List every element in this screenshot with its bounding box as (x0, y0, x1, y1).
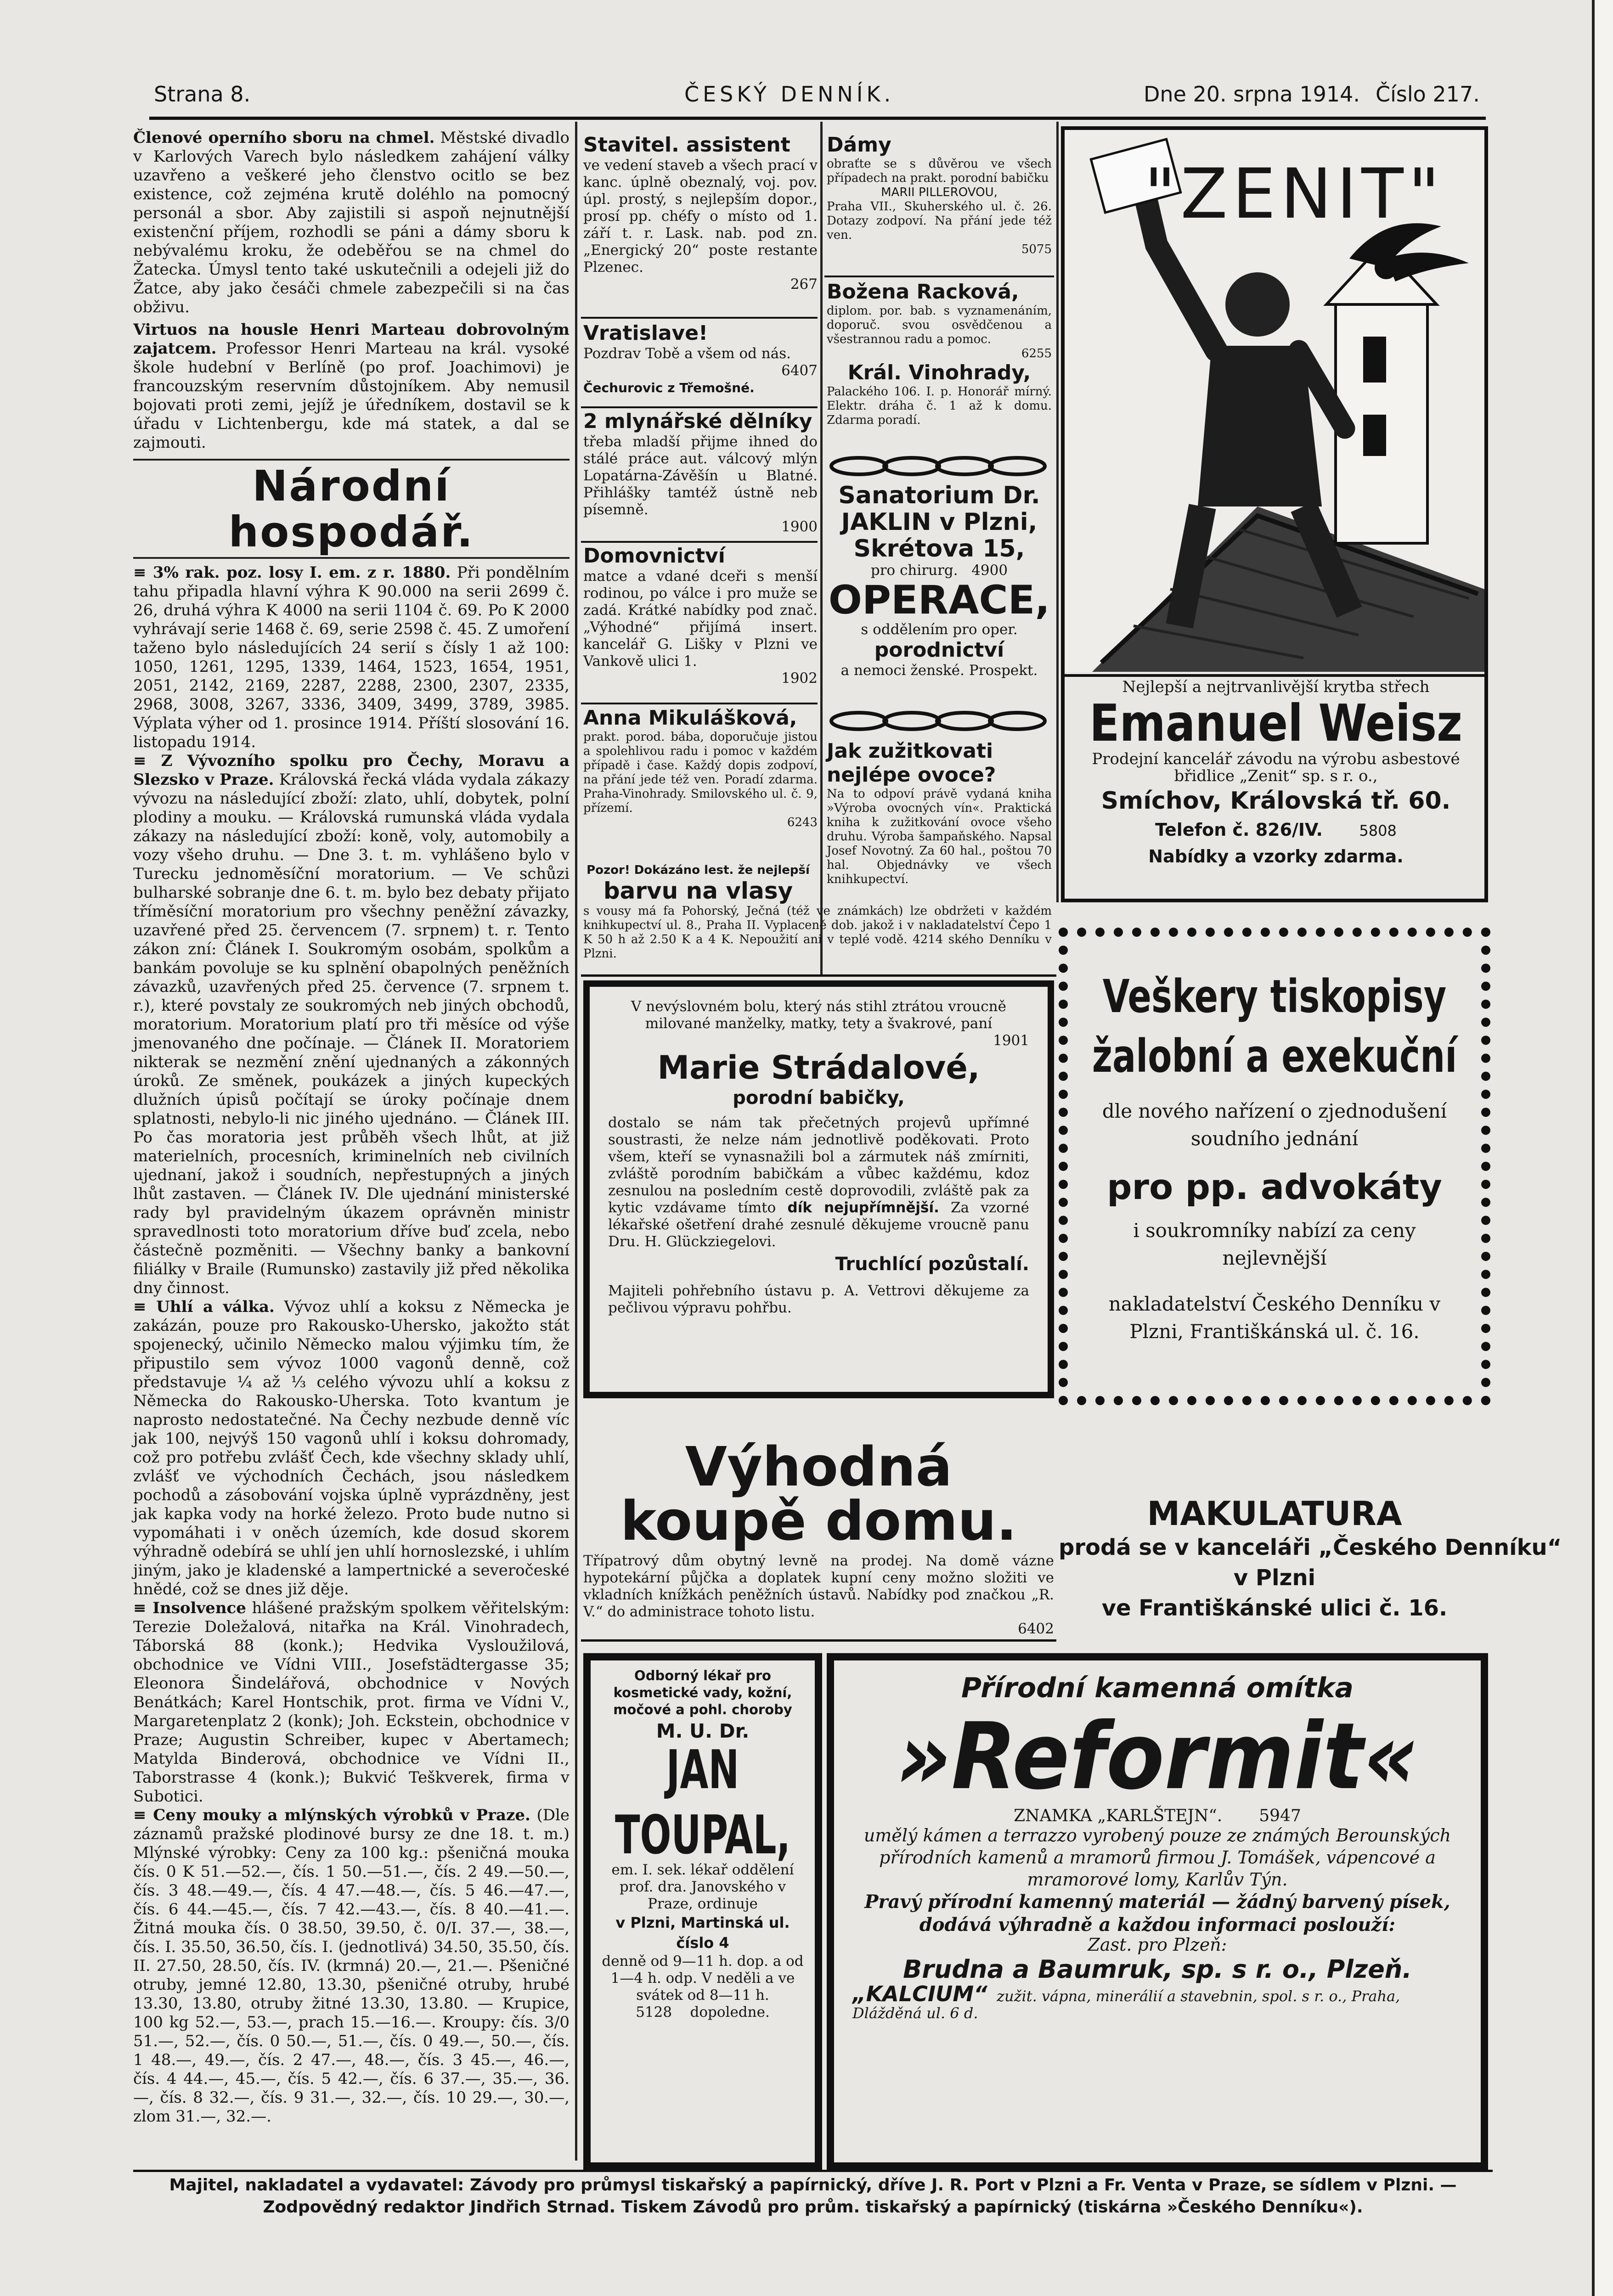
article-flour (133, 1806, 570, 2126)
issue-number: Číslo 217. (1376, 82, 1480, 107)
death-text-b: Za vzorné lékařské ošetření drahé zesnulé děkujeme vroucně panu Dru. H. Glückziegelovi. (608, 1199, 1030, 1250)
ad-mlynari (583, 410, 818, 540)
ad-divider (581, 541, 818, 543)
ad-sanatorium-number: 4900 (971, 562, 1008, 579)
makulatura-line4: ve Františkánské ulici č. 16. (1101, 1595, 1448, 1621)
article-export-body: Královská řecká vláda vydala zákazy vývozu na následující zboží: zlato, uhlí, dobytek, polní plodiny a mouku. — Královská rumunská vláda vydala zákazy na následující zboží: koně, voly, automobily a vozy všeho druhu. — Dne 3. t. m. vyhlášeno bylo v Turecku jednoměsíční moratorium. — Ve schůzi bulharské sobranje dne 6. t. m. bylo bez debaty přijato tříměsíční moratorium pro všechny peněžní závazky, uzavřené před 25. červencem (7. srpnem) t. r. Tento zákon zní: Článek I. Soukromým osobám, spolkům a bankám povoluje se ku splnění obapolných peněžních závazků, uzavřených před 25. července (7. srpnem t. r.), které povstaly ze soukromých neb jiných obchodů, moratorium. Moratorium platí pro tři měsíce od výše jmenovaného dne počínaje. — Článek II. Moratoriem nikterak se nezmění znění ujednaných a zákonných úroků. Ze směnek, poukázek a jiných kupeckých dlužních úpisů počítají se úroky počínaje dnem splatnosti, nebylo-li nic jiného ujednáno. — Článek III. Po čas moratoria jest průběh všech lhůt, at již materielních, procesních, kriminelních neb civilních ujednaní, jakož i soudních, nepřestupných a jiných lhůt zastaven. — Článek IV. Dle ujednání ministerské rady byl pravidelným úkazem oprávněn ministr spravedlnosti toto moratorium dříve buď zcela, nebo částečně pozměniti. — Všechny banky a bankovní filiálky v Braile (Rumunsko) zastavily již před několika dny činnost. (133, 771, 570, 1297)
ad-reformit (827, 1653, 1488, 2170)
column-divider-2 (820, 122, 823, 976)
forms-line6: nakladatelství Českého Denníku v Plzni, Františkánská ul. č. 16. (1108, 1293, 1441, 1343)
zenit-address: Smíchov, Královská tř. 60. (1101, 787, 1451, 815)
doctor-name: JAN TOUPAL, (615, 1739, 791, 1866)
makulatura-line2: prodá se v kanceláři „Českého Denníku“ (1059, 1535, 1562, 1560)
ad-stavitel-number: 267 (790, 276, 818, 293)
forms-line5: i soukromníky nabízí za ceny nejlevnější (1133, 1219, 1416, 1269)
column-divider-1 (575, 122, 577, 2161)
ad-sanatorium-l1: Sanatorium Dr. (838, 482, 1040, 509)
ornament-chain-top (827, 452, 1052, 480)
ad-divider (824, 276, 1054, 277)
forms-line2: žalobní a exekuční (1092, 1029, 1457, 1083)
doctor-hours: denně od 9—11 h. dop. a od 1—4 h. odp. V neděli a ve svátek od 8—11 h. (602, 1953, 804, 2003)
death-emph: dík nejupřímnější. (787, 1199, 939, 1216)
reformit-firm: Brudna a Baumruk, sp. s r. o., Plzeň. (903, 1955, 1412, 1984)
page-footer: Majitel, nakladatel a vydavatel: Závody pro průmysl tiskařský a papírnický, dříve J. R. Port v Plzni a Fr. Venta v Praze, se sídlem v Plzni. — Zodpovědný redaktor Jindřich Strnad. Tiskem Závodů pro prům. tiskařský a papírnický (tiskárna »Českého Denníku«). (169, 2176, 1457, 2217)
ad-rackova-title: Božena Racková, (827, 280, 1019, 304)
death-text (608, 1114, 1029, 1250)
footer-rule (133, 2170, 1493, 2172)
reformit-line4: Zast. pro Plzeň: (1088, 1935, 1227, 1955)
ad-divider (581, 703, 818, 704)
page-number: Strana 8. (154, 82, 251, 107)
page-header (152, 82, 1483, 118)
doctor-ad: dopoledne. (690, 2004, 770, 2020)
reformit-kalcium-line (852, 1981, 1462, 2022)
forms-line4: pro pp. advokáty (1107, 1166, 1442, 1207)
ad-sanatorium-l3: Skrétova 15, (853, 535, 1025, 563)
ad-zenit (1061, 126, 1488, 902)
ad-rackova-number: 6255 (1021, 347, 1052, 360)
article-lottery (133, 563, 570, 752)
ad-vratislave-text: Pozdrav Tobě a všem od nás. (583, 345, 791, 362)
makulatura-title: MAKULATURA (1147, 1494, 1402, 1533)
article-flour-head: ≡ Ceny mouky a mlýnských výrobků v Praze. (133, 1806, 530, 1824)
reformit-kalcium-text: zužit. vápna, minerálií a stavebnin, spol. s r. o., Praha, Dlážděná ul. 6 d. (852, 1987, 1400, 2022)
death-post: Majiteli pohřebního ústavu p. A. Vettrovi děkujeme za pečlivou výpravu pohřbu. (608, 1283, 1029, 1316)
ad-hair-title: barvu na vlasy (603, 878, 793, 904)
ad-mlynari-title: 2 mlynářské dělníky (583, 410, 812, 433)
ad-forms (1059, 928, 1490, 1405)
ad-damy-number: 5075 (1021, 242, 1052, 256)
ad-doctor (583, 1653, 822, 2170)
reformit-mark: ZNAMKA „KARLŠTEJN“. (1014, 1806, 1223, 1825)
reformit-line1: Přírodní kamenná omítka (961, 1672, 1354, 1704)
ad-vratislave-number: 6407 (781, 362, 818, 379)
ad-stavitel-title: Stavitel. assistent (583, 133, 790, 157)
ad-sanatorium-operace: OPERACE, (828, 577, 1050, 623)
doctor-top: Odborný lékař pro kosmetické vady, kožní, močové a pohl. choroby (613, 1668, 792, 1717)
ad-mikulaskova-number: 6243 (787, 816, 818, 829)
ad-domovnictvi-number: 1902 (781, 670, 818, 687)
article-lottery-head: ≡ 3% rak. poz. losy I. em. z r. 1880. (133, 563, 451, 582)
ad-stavitel (583, 133, 818, 317)
ad-vratislave-sign: Čechurovic z Třemošné. (583, 380, 755, 395)
ornament-chain-bottom (827, 707, 1052, 735)
ad-sanatorium (827, 482, 1052, 703)
ad-mikulaskova-text: prakt. porod. bába, doporučuje jistou a spolehlivou radu i pomoc v každém případě i čase. Každý dopis zodpoví, na přání jede též ven. Poradí zdarma. Praha-Vinohrady. Smilovského ul. č. 9, přízemí. (583, 730, 818, 815)
death-intro: V nevýslovném bolu, který nás stihl ztrátou vroucně milované manželky, matky, tety a švakrové, paní (631, 998, 1006, 1032)
ad-sanatorium-chir (827, 562, 1052, 579)
article-marteau-body: Professor Henri Marteau na král. vysoké škole hudební v Berlíně (po prof. Joachimovi) je francouzským reservním důstojníkem. Aby nemusil bojovati proti zemi, jejíž je úředníkem, dostavil se k úřadu v Lichtenbergu, kde má statek, a dal se zajmouti. (133, 339, 570, 452)
house-text: Třípatrový dům obytný levně na prodej. Na domě vázne hypotekární půjčka a doplatek kupní ceny možno složiti ve vkladních knížkách peněžních ústavů. Nabídky pod značkou „R. V.“ do administrace tohoto listu. (583, 1553, 1054, 1620)
ad-sanatorium-l7: porodnictví (874, 638, 1004, 662)
ad-damy-address: Praha VII., Skuherského ul. č. 26. Dotazy zodpoví. Na přání jede též ven. (827, 200, 1052, 242)
ad-mikulaskova-title: Anna Mikulášková, (583, 706, 797, 730)
article-export (133, 752, 570, 1298)
article-insolvence-head: ≡ Insolvence (133, 1599, 246, 1617)
ad-domovnictvi-title: Domovnictví (583, 544, 725, 568)
column-divider-3 (1056, 122, 1059, 902)
section-title: Národní hospodář. (228, 461, 474, 557)
article-choir (133, 129, 570, 317)
zenit-number: 5808 (1359, 822, 1397, 839)
ad-ovoce (827, 739, 1052, 886)
ad-mikulaskova (583, 706, 818, 839)
doctor-bottom (600, 2004, 806, 2021)
newspaper-title: ČESKÝ DENNÍK. (684, 82, 895, 107)
article-coal-body: Vývoz uhlí a koksu z Německa je zakázán, pouze pro Rakousko-Uhersko, jakožto stát spojenecký, učinilo Německo malou výjimku tím, že připustilo sem vývoz 1000 vagonů denně, což představuje ¼ až ⅓ celého vývozu uhlí a koksu z Německa do Rakousko-Uherska. Toto kvantum je naprosto nedostatečné. Na Čechy nezbude denně víc jak 100, nejvýš 150 vagonů uhlí i koksu dohromady, což pro potřebu zvlášť Čech, kde všechny sklady uhlí, zvlášť ve východních Čechách, jsou následkem pochodů a zásobování vojska úplně vyprázdněny, jest jak kapka vody na horké železo. Proto bude nutno si vypomáhati i v oněch územích, kde dosud skorem výhradně odebírá se uhlí jen uhlí hornoslezské, i uhlím jiným, jako je kladenské a lampertnické a severočeské hnědé, což se dnes již děje. (133, 1298, 570, 1598)
zenit-line1: Nejlepší a nejtrvanlivější krytba střech (1122, 678, 1430, 696)
ad-ovoce-title: Jak zužitkovati nejlépe ovoce? (827, 739, 996, 787)
ad-vratislave (583, 321, 818, 409)
doctor-address: v Plzni, Martinská ul. číslo 4 (615, 1914, 790, 1952)
article-export-head: ≡ Z Vývozního spolku pro Čechy, Moravu a Slezsko v Praze. (133, 752, 570, 789)
ad-hair-dye (583, 863, 1052, 974)
zenit-text (1078, 679, 1473, 869)
section-divider-bottom (133, 557, 570, 559)
reformit-line2: umělý kámen a terrazzo vyrobený pouze ze známých Berounských přírodních kamenů a mramorů firmou J. Tomášek, vápencové a mramorové lomy, Karlův Týn. (863, 1825, 1451, 1890)
ad-house-sale (583, 1435, 1054, 1637)
reformit-number: 5947 (1259, 1806, 1301, 1825)
zenit-name: Emanuel Weisz (1089, 693, 1462, 753)
ad-divider (581, 974, 1056, 977)
reformit-line3: Pravý přírodní kamenný materiál — žádný barvený písek, dodává výhradně a každou informaci poslouží: (864, 1891, 1450, 1936)
article-flour-body: (Dle záznamů pražské plodinové bursy ze dne 18. t. m.) Mlýnské výrobky: Ceny za 100 kg.: pšeničná mouka čís. 0 K 51.—52.—, čís. 1 50.—51.—, čís. 2 49.—50.—, čís. 3 48.—49.—, čís. 4 47.—48.—, čís. 5 46.—47.—, čís. 6 44.—45.—, čís. 7 42.—43.—, čís. 8 40.—41.—. Žitná mouka čís. 0 38.50, 39.50, č. 0/I. 37.—, 38.—, čís. I. 35.50, 36.50, čís. I. (jednotlivá) 34.50, 35.50, čís. II. 27.50, 28.50, čís. IV. (krmná) 20.—, 21.—. Pšeničné otruby, jemné 12.80, 13.30, pšeničné otruby, hrubé 13.30, 13.80, otruby žitné 13.30, 13.80. — Krupice, 100 kg 52.—, 53.—, prach 15.—16.—. Kroupy: čís. 3/0 51.—, 52.—, čís. 0 50.—, 51.—, čís. 0 49.—, 50.—, čís. 1 48.—, 49.—, čís. 2 47.—, 48.—, čís. 3 45.—, 46.—, čís. 4 44.—, 45.—, čís. 5 42.—, čís. 6 37.—, 35.—, 36.—, čís. 8 32.—, čís. 9 31.—, 32.—, čís. 10 29.—, 30.—, zlom 31.—, 32.—. (133, 1806, 570, 2126)
ad-divider (581, 317, 818, 319)
house-title-2: koupě domu. (620, 1489, 1017, 1553)
zenit-divider (1065, 674, 1484, 677)
ad-makulatura (1059, 1494, 1562, 1642)
ad-sanatorium-l8: a nemoci ženské. Prospekt. (840, 662, 1038, 679)
article-marteau (133, 321, 570, 452)
ad-stavitel-text: ve vedení staveb a všech prací v kanc. úplně obeznalý, voj. pov. úpl. prostý, s nejlepším dopor., prosí pp. chéfy o místo od 1. září t. r. Lask. nab. pod zn. „Energický 20“ poste restante Plzenec. (583, 157, 818, 276)
page-edge (1592, 0, 1613, 2296)
article-choir-head: Členové operního sboru na chmel. (133, 129, 435, 147)
death-name: Marie Strádalové, (657, 1049, 980, 1086)
ad-mlynari-text: třeba mladší přijme ihned do stálé práce aut. válcový mlýn Lopatárna-Závěšín u Blatné. Přihlášky tamtéž ústně neb písemně. (583, 433, 818, 518)
reformit-logo: »Reformit« (896, 1703, 1419, 1810)
article-insolvence (133, 1599, 570, 1806)
header-rule (149, 117, 1486, 120)
ad-rackova (827, 280, 1052, 450)
ad-damy-title: Dámy (827, 133, 891, 157)
ad-divider (581, 406, 818, 408)
ad-rackova-text: diplom. por. bab. s vyznamenáním, doporuč. svou osvědčenou a všestrannou radu a pomoc. (827, 304, 1052, 346)
death-notice (583, 980, 1054, 1398)
death-role: porodní babičky, (733, 1087, 905, 1109)
article-lottery-body: Při pondělním tahu připadla hlavní výhra K 90.000 na serii 2699 č. 26, druhá výhra K 4000 na serii 1104 č. 69. Po K 2000 vyhrávají serie 1468 č. 69, serie 2598 č. 45. Z umoření taženo bylo následujících 24 serií s čísly 1 až 100: 1050, 1261, 1295, 1339, 1464, 1523, 1654, 1951, 2051, 2142, 2169, 2287, 2288, 2300, 2307, 2335, 2968, 3008, 3267, 3336, 3409, 3499, 3789, 3985. Výplata výher od 1. prosince 1914. Příští slosování 16. listopadu 1914. (133, 563, 570, 751)
article-coal-head: ≡ Uhlí a válka. (133, 1298, 275, 1316)
ad-damy-name: MARII PILLEROVOU, (881, 186, 998, 199)
zenit-line2: Prodejní kancelář závodu na výrobu asbestové břidlice „Zenit“ sp. s r. o., (1092, 750, 1460, 785)
article-choir-body: Městské divadlo v Karlových Varech bylo následkem zahájení války uzavřeno a veškeré jeho členstvo ocitlo se bez existence, což zejména krutě doléhlo na pomocný personál a sbor. Aby zajistili si aspoň nejnutnější existenční příjem, rozhodli se páni a dámy sboru k nebývalému kroku, že odeběřou se na chmel do Žatecka. Úmysl tento také uskutečnili a odejeli již do Žatce, aby jako česáči chmele zabezpečili si na čas obživu. (133, 129, 570, 316)
ad-damy (827, 133, 1052, 280)
zenit-title: "ZENIT" (1144, 154, 1444, 234)
forms-line1: Veškery tiskopisy (1102, 969, 1447, 1023)
ad-ovoce-text: Na to odpoví právě vydaná kniha »Výroba ovocných vín«. Praktická kniha k zužitkování ovoce všeho druhu. Výroba šampaňského. Napsal Josef Novotný. Za 60 hal., poštou 70 hal. Objednávky ve všech knihkupectví. (827, 787, 1052, 886)
ad-domovnictvi-text: matce a vdané dceři s menší rodinou, po válce i pro muže se zadá. Krátké nabídky pod znač. „Výhodné“ přijímá insert. kancelář G. Lišky v Plzni ve Vankově ulici 1. (583, 568, 818, 670)
ad-domovnictvi (583, 544, 818, 703)
ad-divider (581, 1639, 1056, 1642)
article-marteau-head: Virtuos na housle Henri Marteau dobrovolným zajatcem. (133, 321, 570, 358)
ad-vratislave-title: Vratislave! (583, 321, 708, 345)
doctor-mid: em. I. sek. lékař oddělení prof. dra. Janovského v Praze, ordinuje (611, 1862, 794, 1912)
death-sign: Truchlící pozůstalí. (835, 1254, 1029, 1275)
death-text-a: dostalo se nám tak přečetných projevů upřímné soustrasti, že nelze nám jednotlivě poděkovati. Proto všem, kteří se vynasnažili bol a zármutek náš zmírniti, zvláště porodním babičkám a vůbec každému, kdoz zesnulou na posledním cestě doprovodili, zvláště pak za kytic vzdávame tímto (608, 1114, 1029, 1216)
house-number: 6402 (1018, 1621, 1054, 1637)
forms-line3: dle nového nařízení o zjednodušení soudního jednání (1102, 1100, 1447, 1150)
ad-rackova-address: Palackého 106. I. p. Honorář mírný. Elektr. dráha č. 1 až k domu. Zdarma poradí. (827, 385, 1052, 427)
reformit-kalcium: „KALCIUM“ (852, 1981, 987, 2006)
ad-sanatorium-chir-label: pro chirurg. (870, 562, 958, 579)
ad-hair-text: s vousy má fa Pohorský, Ječná (též ve známkách) lze obdržeti v každém knihkupectví ul. 8., Praha II. Vyplaceně dob. jakož i v nakladatelství Čepo 1 K 50 h až 2.50 K a 4 K. Nepoužití ani v teplé vodě. 4214 ského Denníku v Plzni. (583, 904, 1052, 961)
house-title-1: Výhodná (685, 1435, 953, 1498)
doctor-mudr: M. U. Dr. (656, 1720, 750, 1742)
zenit-tel-line (1078, 817, 1473, 844)
article-coal (133, 1298, 570, 1599)
ad-mlynari-number: 1900 (781, 518, 818, 535)
makulatura-line3: v Plzni (1233, 1565, 1316, 1591)
ad-rackova-city: Král. Vinohrady, (847, 361, 1031, 384)
death-number: 1901 (993, 1032, 1029, 1049)
ad-sanatorium-l2: JAKLIN v Plzni, (841, 508, 1038, 536)
ad-hair-line1: Pozor! Dokázáno lest. že nejlepší (587, 863, 810, 877)
doctor-number: 5128 (636, 2004, 672, 2020)
zenit-offer: Nabídky a vzorky zdarma. (1148, 846, 1404, 867)
issue-date: Dne 20. srpna 1914. (1144, 82, 1360, 107)
news-column (133, 129, 570, 2167)
ad-damy-text: obraťte se s důvěrou ve všech případech na prakt. porodní babičku (827, 157, 1052, 185)
zenit-tel: Telefon č. 826/IV. (1155, 820, 1323, 840)
ad-sanatorium-l6: s oddělením pro oper. (861, 621, 1018, 638)
article-insolvence-body: hlášené pražským spolkem věřitelským: Terezie Doležalová, nitařka na Král. Vinohradech, Táborská 88 (konk.); Hedvika Vysloužilová, obchodnice ve Vídni VIII., Josefstädtergasse 35; Eleonora Šindelářová, obchodnice v Nových Benátkách; Karel Hontschik, prot. firma ve Vídni V., Margaretenplatz 2 (konk); Joh. Eckstein, obchodnice v Praze; Augustin Schreiber, kupec v Abertamech; Matylda Binderová, obchodnice ve Vídni II., Taborstrasse 4 (konk.); Bukvić Teškverek, firma v Subotici. (133, 1599, 570, 1806)
